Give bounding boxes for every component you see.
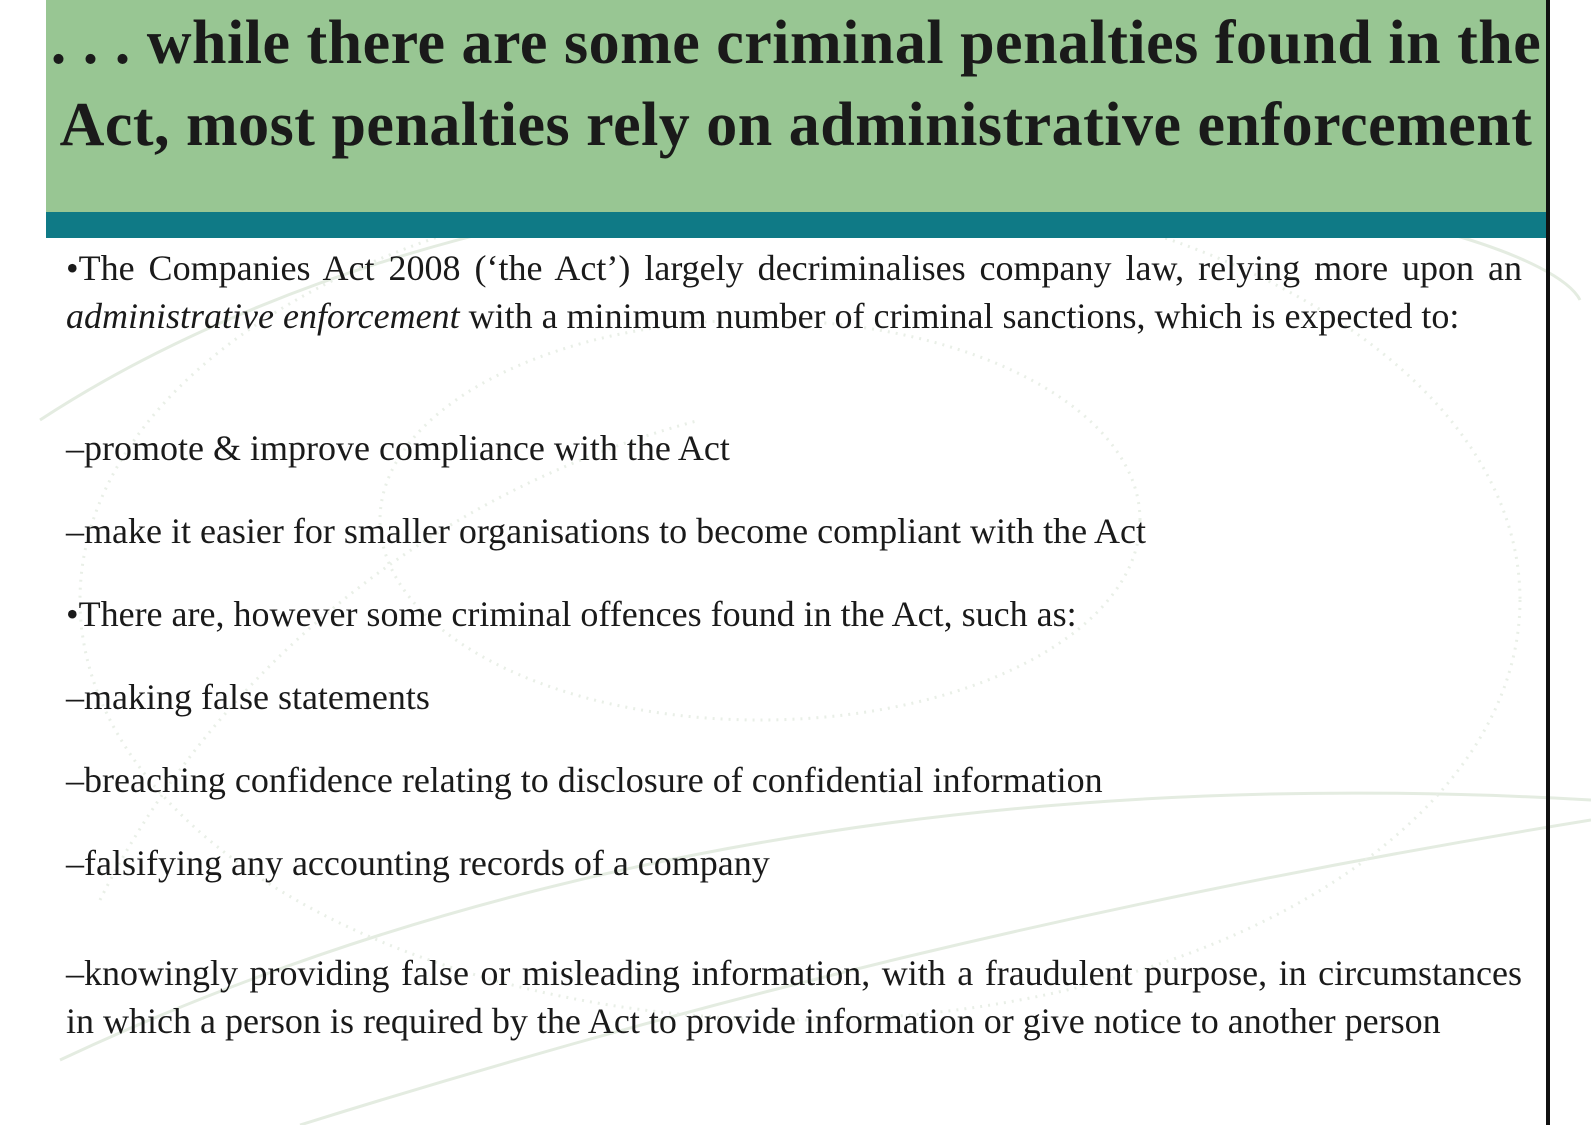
intro-text-start: •The Companies Act 2008 (‘the Act’) largely decriminalises company law, relying more upon an xyxy=(66,248,1522,288)
offence-false-statements: –making false statements xyxy=(66,677,430,717)
expected-item-compliance: –promote & improve compliance with the Act xyxy=(66,428,730,468)
intro-paragraph xyxy=(66,244,1522,340)
offence-falsifying-records: –falsifying any accounting records of a company xyxy=(66,843,770,883)
offence-misleading-information: –knowingly providing false or misleading information, with a fraudulent purpose, in circumstances in which a person is required by the Act to provide information or give notice to another person xyxy=(66,953,1522,1041)
intro-text-end: with a minimum number of criminal sanctions, which is expected to: xyxy=(459,296,1460,336)
expected-item-smaller-organisations: –make it easier for smaller organisations to become compliant with the Act xyxy=(66,511,1147,551)
slide-title: . . . while there are some criminal penalties found in the Act, most penalties rely on administrative enforcement xyxy=(50,9,1542,159)
right-border-rule xyxy=(1546,0,1550,1125)
offence-breaching-confidence: –breaching confidence relating to disclosure of confidential information xyxy=(66,760,1103,800)
offences-intro: •There are, however some criminal offences found in the Act, such as: xyxy=(66,594,1077,634)
title-accent-band xyxy=(46,212,1546,238)
intro-emphasis: administrative enforcement xyxy=(66,296,460,336)
